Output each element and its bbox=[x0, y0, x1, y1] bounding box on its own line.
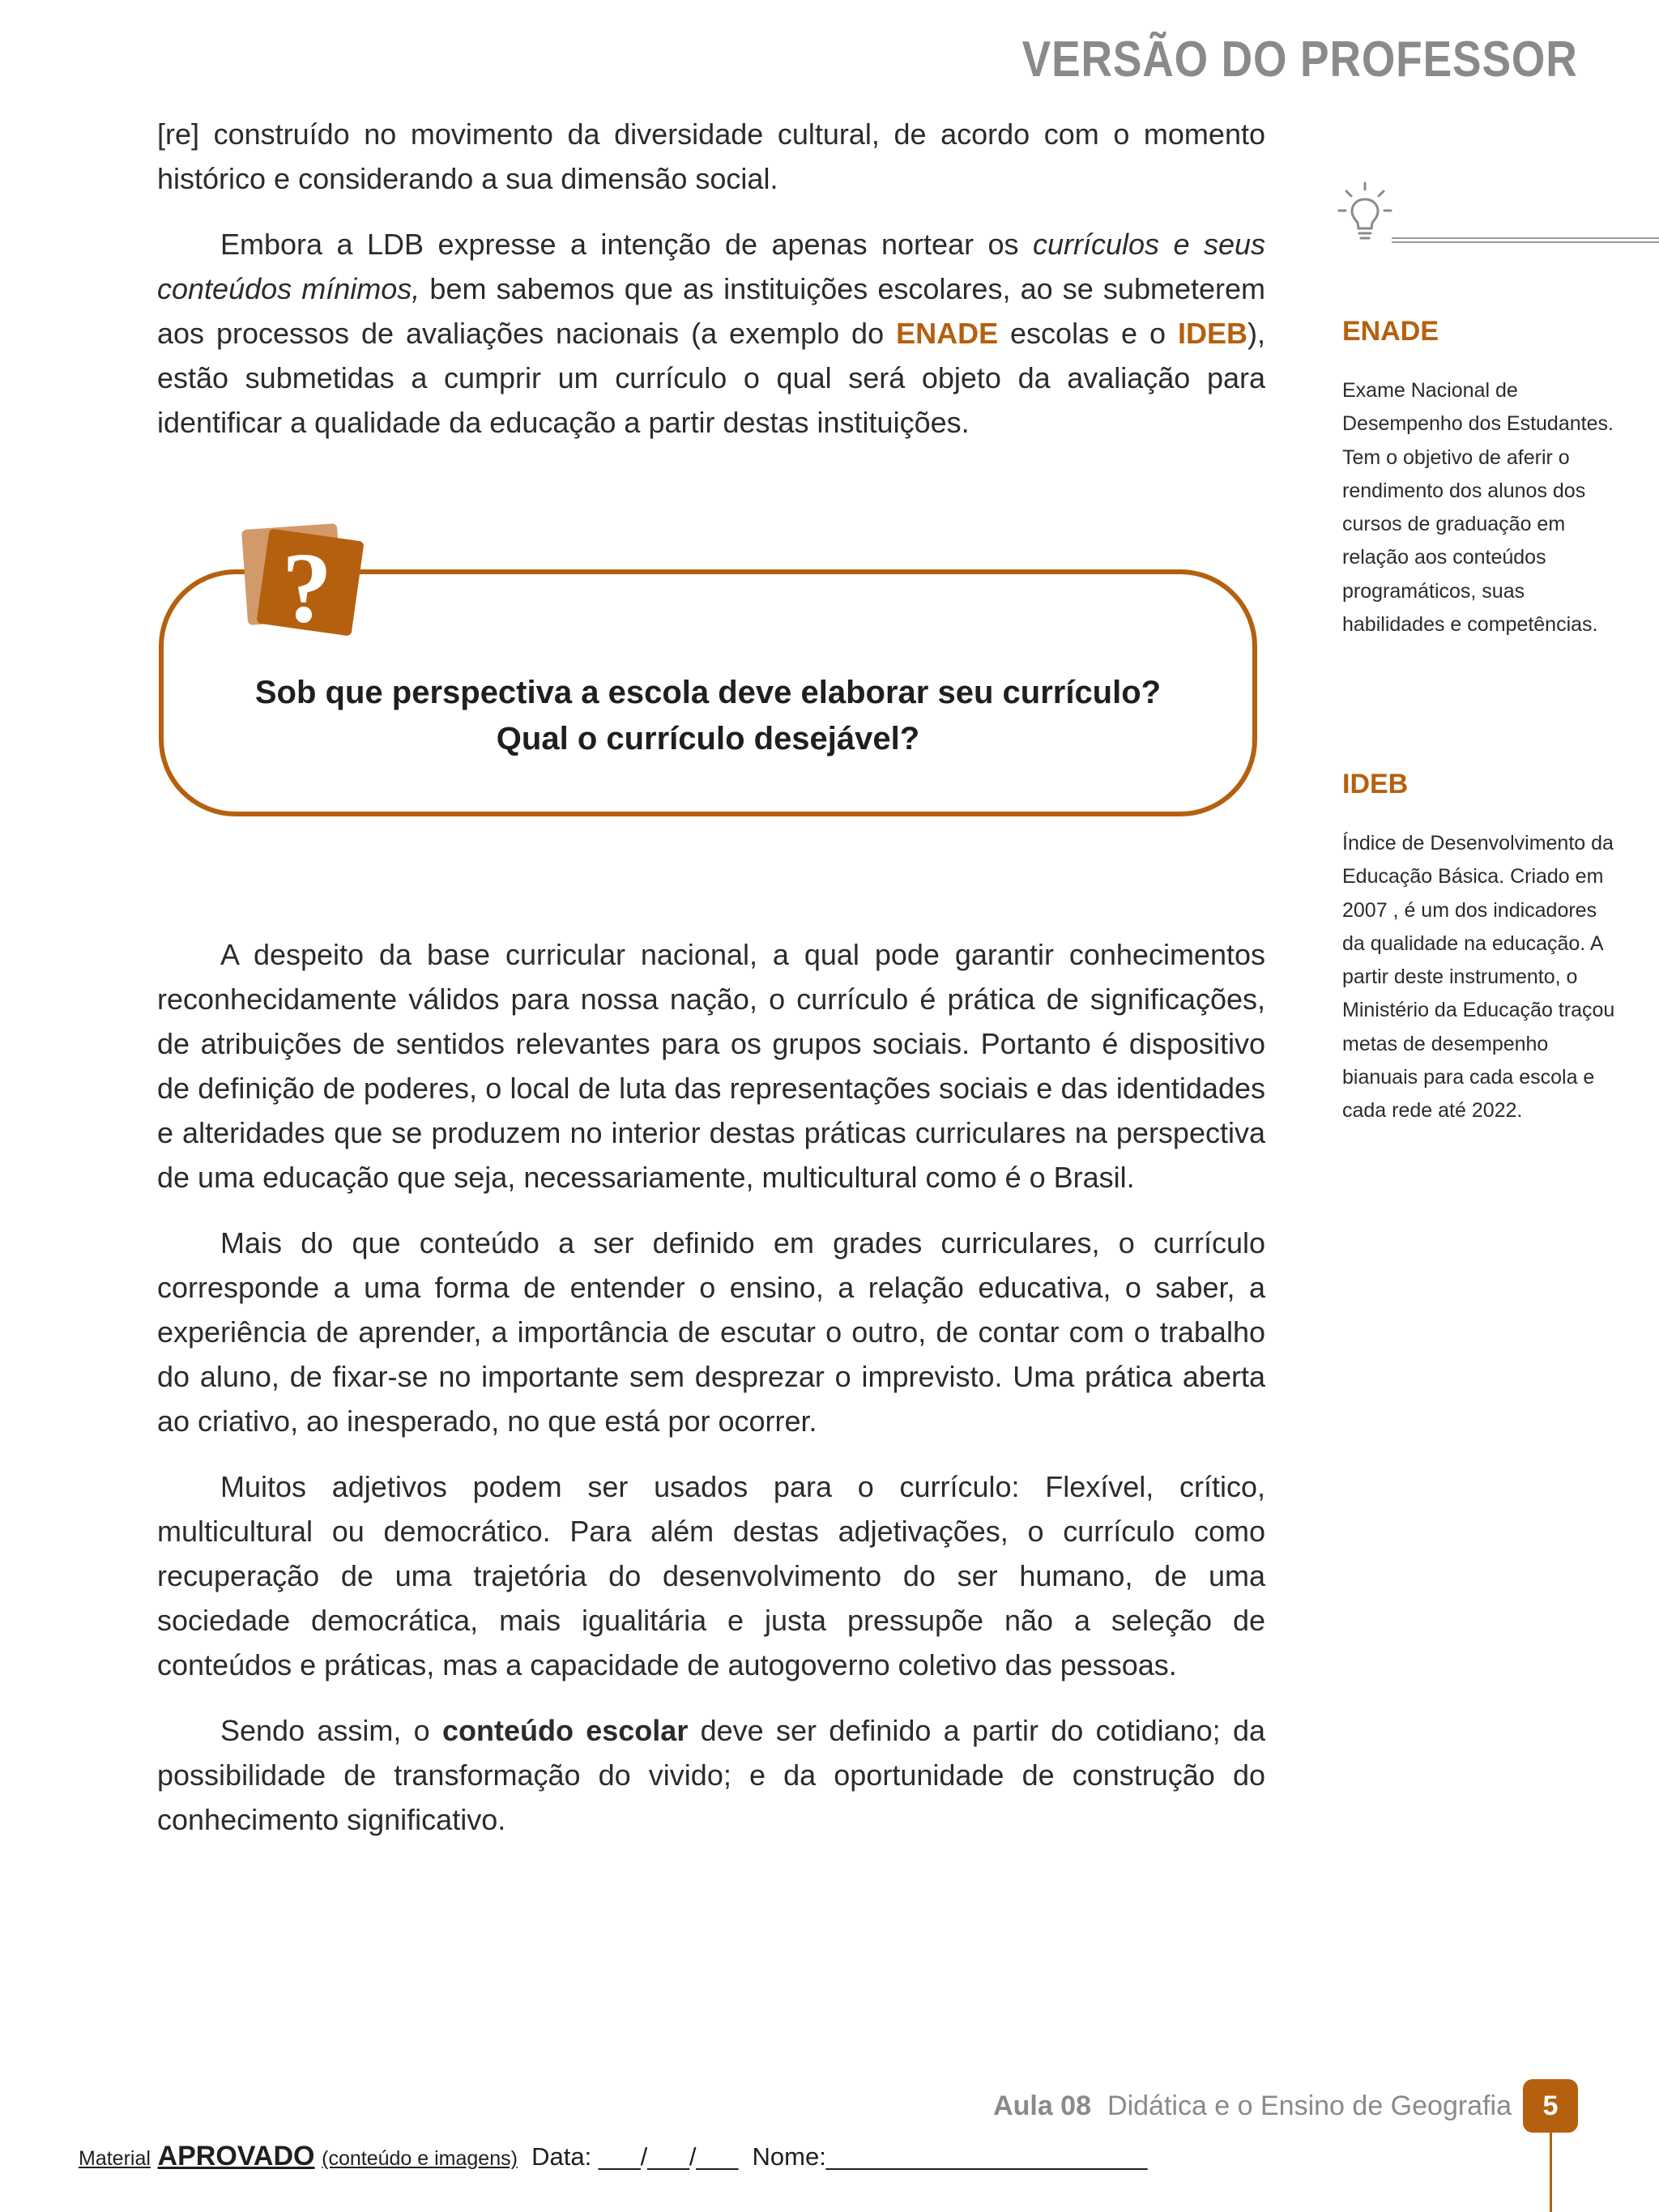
footer-lesson bbox=[993, 2091, 1512, 2122]
sidebar-enade-title: ENADE bbox=[1342, 316, 1439, 347]
question-line-2: Qual o currículo desejável? bbox=[496, 721, 920, 757]
term-conteudo-escolar: conteúdo escolar bbox=[441, 1714, 689, 1747]
footer-lesson-number: Aula 08 bbox=[993, 2091, 1092, 2121]
approval-line bbox=[79, 2141, 1147, 2172]
paragraph-5: Muitos adjetivos podem ser usados para o currículo: Flexível, crítico, multicultural ou democrático. Para além destas adjetivações, o currículo como recuperação de uma trajetória do desenvolvimento do ser humano, de uma sociedade democrática, mais igualitária e justa pressupõe não a seleção de conteúdos e práticas, mas a capacidade de autogoverno coletivo das pessoas. bbox=[157, 1470, 1265, 1681]
approval-scope: (conteúdo e imagens) bbox=[322, 2147, 518, 2170]
approval-material: Material bbox=[79, 2147, 151, 2170]
footer-course-title: Didática e o Ensino de Geografia bbox=[1107, 2091, 1512, 2121]
svg-text:?: ? bbox=[282, 532, 332, 643]
main-text-bottom bbox=[157, 932, 1265, 1842]
main-text-top bbox=[157, 112, 1265, 445]
page-number: 5 bbox=[1523, 2079, 1578, 2133]
sidebar-enade-text: Exame Nacional de Desempenho dos Estudantes. Tem o objetivo de aferir o rendimento dos alunos dos cursos de graduação em relação aos conteúdos programáticos, suas habilidades e competências. bbox=[1342, 379, 1614, 637]
question-line-1: Sob que perspectiva a escola deve elaborar seu currículo? bbox=[254, 675, 1162, 710]
paragraph-4: Mais do que conteúdo a ser definido em grades curriculares, o currículo corresponde a uma forma de entender o ensino, a relação educativa, o saber, a experiência de aprender, a importância de escutar o outro, de contar com o trabalho do aluno, de fixar-se no importante sem desprezar o imprevisto. Uma prática aberta ao criativo, ao inesperado, no que está por ocorrer. bbox=[157, 1226, 1265, 1438]
approval-date-field: Data: ___/___/___ bbox=[531, 2142, 739, 2171]
question-mark-icon bbox=[240, 518, 369, 648]
page-header-title: VERSÃO DO PROFESSOR bbox=[1022, 32, 1578, 87]
term-enade: ENADE bbox=[896, 317, 999, 350]
page-number-line bbox=[1550, 2133, 1552, 2212]
sidebar-ideb-title: IDEB bbox=[1342, 769, 1409, 799]
paragraph-1: [re] construído no movimento da diversidade cultural, de acordo com o momento histórico e considerando a sua dimensão social. bbox=[157, 117, 1265, 195]
approval-status: APROVADO bbox=[157, 2141, 315, 2172]
question-text bbox=[159, 670, 1257, 762]
sidebar-divider bbox=[1392, 237, 1659, 244]
paragraph-2: Embora a LDB expresse a intenção de apenas nortear os currículos e seus conteúdos mínimos, bem sabemos que as instituições escolares, ao se submeterem aos processos de avaliações nacionais (a exemplo do ENADE escolas e o IDEB), estão submetidas a cumprir um currículo o qual será objeto da avaliação para identificar a qualidade da educação a partir destas instituições. bbox=[157, 228, 1265, 439]
approval-name-field: Nome:_______________________ bbox=[752, 2142, 1148, 2171]
sidebar-ideb-text: Índice de Desenvolvimento da Educação Básica. Criado em 2007 , é um dos indicadores da qualidade na educação. A partir deste instrumento, o Ministério da Educação traçou metas de desempenho bianuais para cada escola e cada rede até 2022. bbox=[1342, 832, 1615, 1123]
lightbulb-icon bbox=[1337, 180, 1393, 245]
term-ideb: IDEB bbox=[1177, 317, 1247, 350]
paragraph-3: A despeito da base curricular nacional, a qual pode garantir conhecimentos reconhecidamente válidos para nossa nação, o currículo é prática de significações, de atribuições de sentidos relevantes para os grupos sociais. Portanto é dispositivo de definição de poderes, o local de luta das representações sociais e das identidades e alteridades que se produzem no interior destas práticas curriculares na perspectiva de uma educação que seja, necessariamente, multicultural como é o Brasil. bbox=[157, 938, 1265, 1194]
paragraph-6: Sendo assim, o conteúdo escolar deve ser definido a partir do cotidiano; da possibilidade de transformação do vivido; e da oportunidade de construção do conhecimento significativo. bbox=[157, 1714, 1266, 1836]
